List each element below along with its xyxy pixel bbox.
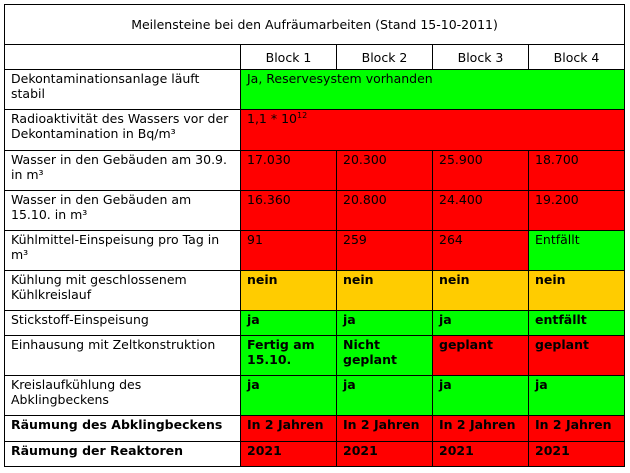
cell-raeumung-becken-block-3: In 2 Jahren	[433, 416, 529, 441]
cell-radioaktivitaet-all	[241, 110, 625, 150]
cell-wasser-309-block-2: 20.300	[337, 150, 433, 190]
row-wasser-309	[5, 150, 625, 190]
cell-kreislauf-block-4: ja	[529, 376, 625, 416]
cell-dekontamination-all: Ja, Reservesystem vorhanden	[241, 70, 625, 110]
row-label: Kreislaufkühlung des Abklingbeckens	[5, 376, 241, 416]
cell-raeumung-reaktoren-block-3: 2021	[433, 441, 529, 466]
cell-wasser-1510-block-3: 24.400	[433, 190, 529, 230]
cell-wasser-309-block-4: 18.700	[529, 150, 625, 190]
row-einhausung	[5, 336, 625, 376]
row-label: Kühlmittel-Einspeisung pro Tag in m³	[5, 230, 241, 270]
cell-stickstoff-block-3: ja	[433, 310, 529, 335]
cell-kuehlung-block-3: nein	[433, 270, 529, 310]
row-raeumung-becken	[5, 416, 625, 441]
row-raeumung-reaktoren	[5, 441, 625, 466]
cell-wasser-1510-block-2: 20.800	[337, 190, 433, 230]
cell-wasser-309-block-1: 17.030	[241, 150, 337, 190]
row-label: Räumung des Abklingbeckens	[5, 416, 241, 441]
cell-kuehlmittel-block-4: Entfällt	[529, 230, 625, 270]
row-kuehlmittel	[5, 230, 625, 270]
cell-stickstoff-block-4: entfällt	[529, 310, 625, 335]
col-header-block-1: Block 1	[241, 45, 337, 70]
row-radioaktivitaet	[5, 110, 625, 150]
row-stickstoff	[5, 310, 625, 335]
cell-raeumung-becken-block-2: In 2 Jahren	[337, 416, 433, 441]
cell-kreislauf-block-1: ja	[241, 376, 337, 416]
row-label: Räumung der Reaktoren	[5, 441, 241, 466]
cell-einhausung-block-2: Nicht geplant	[337, 336, 433, 376]
row-kreislauf	[5, 376, 625, 416]
row-kuehlung	[5, 270, 625, 310]
row-label: Radioaktivität des Wassers vor der Dekontamination in Bq/m³	[5, 110, 241, 150]
milestones-table	[4, 4, 625, 467]
row-label: Wasser in den Gebäuden am 15.10. in m³	[5, 190, 241, 230]
cell-kuehlung-block-1: nein	[241, 270, 337, 310]
row-label: Kühlung mit geschlossenem Kühlkreislauf	[5, 270, 241, 310]
row-wasser-1510	[5, 190, 625, 230]
cell-wasser-309-block-3: 25.900	[433, 150, 529, 190]
cell-kuehlung-block-4: nein	[529, 270, 625, 310]
cell-raeumung-reaktoren-block-1: 2021	[241, 441, 337, 466]
cell-einhausung-block-1: Fertig am 15.10.	[241, 336, 337, 376]
cell-kreislauf-block-2: ja	[337, 376, 433, 416]
col-header-block-2: Block 2	[337, 45, 433, 70]
cell-kuehlung-block-2: nein	[337, 270, 433, 310]
cell-kuehlmittel-block-1: 91	[241, 230, 337, 270]
cell-wasser-1510-block-1: 16.360	[241, 190, 337, 230]
cell-einhausung-block-4: geplant	[529, 336, 625, 376]
cell-stickstoff-block-1: ja	[241, 310, 337, 335]
cell-kuehlmittel-block-3: 264	[433, 230, 529, 270]
cell-raeumung-reaktoren-block-4: 2021	[529, 441, 625, 466]
radioactivity-exponent: 12	[296, 111, 308, 121]
cell-wasser-1510-block-4: 19.200	[529, 190, 625, 230]
row-label: Einhausung mit Zeltkonstruktion	[5, 336, 241, 376]
header-empty-cell	[5, 45, 241, 70]
cell-einhausung-block-3: geplant	[433, 336, 529, 376]
col-header-block-3: Block 3	[433, 45, 529, 70]
radioactivity-base: 1,1 * 10	[247, 111, 297, 127]
row-label: Stickstoff-Einspeisung	[5, 310, 241, 335]
row-label: Dekontaminationsanlage läuft stabil	[5, 70, 241, 110]
cell-kreislauf-block-3: ja	[433, 376, 529, 416]
cell-kuehlmittel-block-2: 259	[337, 230, 433, 270]
row-label: Wasser in den Gebäuden am 30.9. in m³	[5, 150, 241, 190]
cell-raeumung-becken-block-4: In 2 Jahren	[529, 416, 625, 441]
cell-raeumung-reaktoren-block-2: 2021	[337, 441, 433, 466]
col-header-block-4: Block 4	[529, 45, 625, 70]
table-title: Meilensteine bei den Aufräumarbeiten (Stand 15-10-2011)	[5, 5, 625, 45]
cell-raeumung-becken-block-1: In 2 Jahren	[241, 416, 337, 441]
row-dekontamination	[5, 70, 625, 110]
cell-stickstoff-block-2: ja	[337, 310, 433, 335]
